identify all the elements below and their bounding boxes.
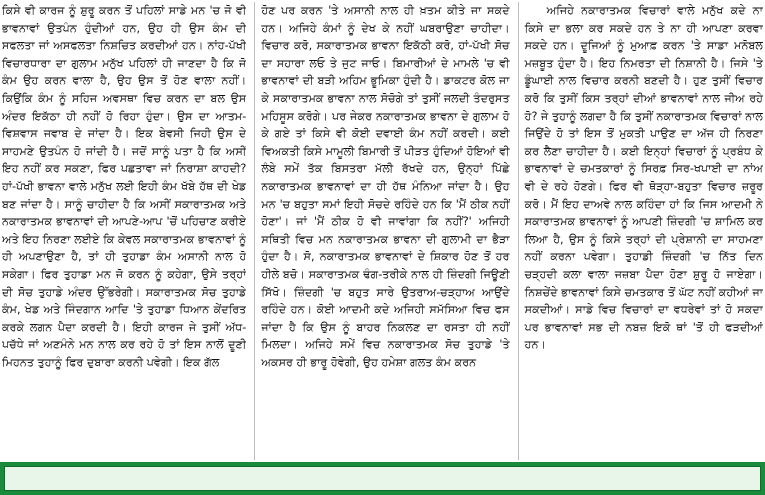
article-column-1: ਕਿਸੇ ਵੀ ਕਾਰਜ ਨੂੰ ਸ਼ੁਰੂ ਕਰਨ ਤੋਂ ਪਹਿਲਾਂ ਸਾਡੇ ਮਨ 'ਚ ਜੋ ਵੀ ਭਾਵਨਾਵਾਂ ਉਤਪੰਨ ਹੁੰਦੀਆਂ ਹਨ, ਉਹ ਹੀ ਉਸ ਕੰਮ ਦੀ ਸਫਲਤਾ ਜਾਂ ਅਸਫਲਤਾ ਨਿਸ਼ਚਿਤ ਕਰਦੀਆਂ ਹਨ। ਨਾਂਹ-ਪੱਖੀ ਵਿਚਾਰਧਾਰਾ ਦਾ ਗੁਲਾਮ ਮਨੁੱਖ ਪਹਿਲਾਂ ਹੀ ਜਾਣਦਾ ਹੈ ਕਿ ਜੋ ਕੰਮ ਉਹ ਕਰਨ ਵਾਲਾ ਹੈ, ਉਹ ਉਸ ਤੋਂ ਹੋਣ ਵਾਲਾ ਨਹੀਂ। ਕਿਉਂਕਿ ਕੰਮ ਨੂੰ ਸਹਿਜ ਅਵਸਥਾ ਵਿਚ ਕਰਨ ਦਾ ਬਲ ਉਸ ਅੰਦਰ ਇਕੱਠਾ ਹੀ ਨਹੀਂ ਹੋ ਰਿਹਾ ਹੁੰਦਾ। ਉਸ ਦਾ ਆਤਮ-ਵਿਸ਼ਵਾਸ ਜਵਾਬ ਦੇ ਜਾਂਦਾ ਹੈ। ਇਕ ਬੇਵਸੀ ਜਿਹੀ ਉਸ ਦੇ ਸਾਹਮਣੇ ਉਤਪੰਨ ਹੋ ਜਾਂਦੀ ਹੈ। ਜਦੋਂ ਸਾਨੂੰ ਪਤਾ ਹੈ ਕਿ ਅਸੀਂ ਇਹ ਨਹੀਂ ਕਰ ਸਕਣਾ, ਫਿਰ ਪਛਤਾਵਾ ਜਾਂ ਨਿਰਾਸ਼ਾ ਕਾਹਦੀ? ਹਾਂ-ਪੱਖੀ ਭਾਵਨਾ ਵਾਲੇ ਮਨੁੱਖ ਲਈ ਇਹੀ ਕੰਮ ਖੱਬੇ ਹੱਥ ਦੀ ਖੇਡ ਬਣ ਜਾਂਦਾ ਹੈ। ਸਾਨੂੰ ਚਾਹੀਦਾ ਹੈ ਕਿ ਅਸੀਂ ਸਕਾਰਾਤਮਕ ਅਤੇ ਨਕਾਰਾਤਮਕ ਭਾਵਨਾਵਾਂ ਦੀ ਆਪਣੇ-ਆਪ 'ਚੋਂ ਪਹਿਚਾਣ ਕਰੀਏ ਅਤੇ ਇਹ ਨਿਰਣਾ ਲਈਏ ਕਿ ਕੇਵਲ ਸਕਾਰਾਤਮਕ ਭਾਵਨਾਵਾਂ ਨੂੰ ਹੀ ਅਪਣਾਉਣਾ ਹੈ, ਤਾਂ ਹੀ ਤੁਹਾਡਾ ਕੰਮ ਅਸਾਨੀ ਨਾਲ ਹੋ ਸਕੇਗਾ। ਫਿਰ ਤੁਹਾਡਾ ਮਨ ਜੋ ਕਰਨ ਨੂੰ ਕਹੇਗਾ, ਉਸੇ ਤਰ੍ਹਾਂ ਦੀ ਸੋਚ ਤੁਹਾਡੇ ਅੰਦਰ ਉੱਭਰੇਗੀ। ਸਕਾਰਾਤਮਕ ਸੋਚ ਤੁਹਾਡੇ ਕੰਮ, ਖੇਡ ਅਤੇ ਜਿੰਦਗਾਨ ਆਦਿ 'ਤੇ ਤੁਹਾਡਾ ਧਿਆਨ ਕੇਂਦਰਿਤ ਕਰਕੇ ਲਗਨ ਪੈਦਾ ਕਰਦੀ ਹੈ। ਇਹੀ ਕਾਰਜ ਜੇ ਤੁਸੀਂ ਅੱਧ-ਪਚੱਧੇ ਜਾਂ ਅਣਮੰਨੇ ਮਨ ਨਾਲ ਕਰ ਰਹੇ ਹੋ ਤਾਂ ਇਸ ਨਾਲੋਂ ਦੂਣੀ ਮਿਹਨਤ ਤੁਹਾਨੂੰ ਫਿਰ ਦੁਬਾਰਾ ਕਰਨੀ ਪਵੇਗੀ। ਇਕ ਗੱਲ bbox=[2, 4, 247, 369]
article-column-3 bbox=[518, 2, 763, 460]
article-column-3-text: ਅਜਿਹੇ ਨਕਾਰਾਤਮਕ ਵਿਚਾਰਾਂ ਵਾਲੇ ਮਨੁੱਖ ਕਦੇ ਨਾ ਕਿਸੇ ਦਾ ਭਲਾ ਕਰ ਸਕਦੇ ਹਨ ਤੇ ਨਾ ਹੀ ਆਪਣਾ ਕਰਵਾ ਸਕਦੇ ਹਨ। ਦੂਜਿਆਂ ਨੂੰ ਮੁਆਫ਼ ਕਰਨ 'ਤੇ ਸਾਡਾ ਮਨੋਬਲ ਮਜ਼ਬੂਤ ਹੁੰਦਾ ਹੈ। ਇਹ ਨਿਮਰਤਾ ਦੀ ਨਿਸ਼ਾਨੀ ਹੈ। ਜਿਸੇ 'ਤੇ ਡੂੰਘਾਈ ਨਾਲ ਵਿਚਾਰ ਕਰਨੀ ਬਣਦੀ ਹੈ। ਹੁਣ ਤੁਸੀਂ ਵਿਚਾਰ ਕਰੋ ਕਿ ਤੁਸੀਂ ਕਿਸ ਤਰ੍ਹਾਂ ਦੀਆਂ ਭਾਵਨਾਵਾਂ ਨਾਲ ਜੀਅ ਰਹੇ ਹੋ? ਜੇ ਤੁਹਾਨੂੰ ਲਗਦਾ ਹੈ ਕਿ ਤੁਸੀਂ ਨਕਾਰਾਤਮਕ ਵਿਚਾਰਾਂ ਨਾਲ ਜਿਉਂਦੇ ਹੋ ਤਾਂ ਇਸ ਤੋਂ ਮੁਕਤੀ ਪਾਉਣ ਦਾ ਅੱਜ ਹੀ ਨਿਰਣਾ ਕਰ ਲੈਣਾ ਚਾਹੀਦਾ ਹੈ। ਕਈ ਇਨ੍ਹਾਂ ਵਿਚਾਰਾਂ ਨੂੰ ਪ੍ਰਬੰਧ ਕੇ ਭਾਵਨਾਵਾਂ ਦੇ ਚਮਤਕਾਰਾਂ ਨੂੰ ਸਿਰਫ਼ ਸਿਰ-ਖਪਾਈ ਦਾ ਨਾਂਅ ਵੀ ਦੇ ਰਹੇ ਹੋਣਗੇ। ਫਿਰ ਵੀ ਥੋੜ੍ਹਾ-ਬਹੁਤਾ ਵਿਚਾਰ ਜ਼ਰੂਰ ਕਰੋ। ਮੈਂ ਇਹ ਦਾਅਵੇ ਨਾਲ ਕਹਿੰਦਾ ਹਾਂ ਕਿ ਜਿਸ ਆਦਮੀ ਨੇ ਸਕਾਰਾਤਮਕ ਭਾਵਨਾਵਾਂ ਨੂੰ ਆਪਣੀ ਜ਼ਿੰਦਗੀ 'ਚ ਸ਼ਾਮਿਲ ਕਰ ਲਿਆ ਹੈ, ਉਸ ਨੂੰ ਕਿਸੇ ਤਰ੍ਹਾਂ ਦੀ ਪ੍ਰੇਸ਼ਾਨੀ ਦਾ ਸਾਹਮਣਾ ਨਹੀਂ ਕਰਨਾ ਪਵੇਗਾ। ਤੁਹਾਡੀ ਜ਼ਿੰਦਗੀ 'ਚ ਨਿੱਤ ਦਿਨ ਚੜ੍ਹਦੀ ਕਲਾ ਵਾਲਾ ਜਜ਼ਬਾ ਪੈਦਾ ਹੋਣਾ ਸ਼ੁਰੂ ਹੋ ਜਾਏਗਾ। ਨਿਸ਼ਚੇਂਦੇ ਭਾਵਨਾਵਾਂ ਕਿਸੇ ਚਮਤਕਾਰ ਤੋਂ ਘੱਟ ਨਹੀਂ ਕਹੀਆਂ ਜਾ ਸਕਦੀਆਂ। ਸਾਡੇ ਵਿਚ ਵਿਚਾਰਾਂ ਦਾ ਵਧਰੇਵਾਂ ਤਾਂ ਹੋ ਸਕਦਾ ਪਰ ਭਾਵਨਾਵਾਂ ਸਭ ਦੀ ਨਬਜ਼ ਇਕੋ ਥਾਂ 'ਤੋਂ ਹੀ ਫੜਦੀਆਂ ਹਨ। bbox=[524, 4, 763, 352]
article-columns bbox=[2, 2, 763, 460]
footer-inner-box bbox=[4, 466, 761, 491]
footer-green-band bbox=[0, 462, 765, 495]
article-column-2: ਹੋਣ ਪਰ ਕਰਨ 'ਤੇ ਅਸਾਨੀ ਨਾਲ ਹੀ ਖ਼ਤਮ ਕੀਤੇ ਜਾ ਸਕਦੇ ਹਨ। ਅਜਿਹੇ ਕੰਮਾਂ ਨੂੰ ਦੇਖ ਕੇ ਨਹੀਂ ਘਬਰਾਉਣਾ ਚਾਹੀਦਾ। ਵਿਚਾਰ ਕਰੋ, ਸਕਾਰਾਤਮਕ ਭਾਵਨਾ ਇਕੱਠੀ ਕਰੋ, ਹਾਂ-ਪੱਖੀ ਸੋਚ ਦਾ ਸਹਾਰਾ ਲਓ ਤੇ ਜੁਟ ਜਾਓ। ਬਿਮਾਰੀਆਂ ਦੇ ਮਾਮਲੇ 'ਚ ਵੀ ਭਾਵਨਾਵਾਂ ਦੀ ਬੜੀ ਅਹਿਮ ਭੂਮਿਕਾ ਹੁੰਦੀ ਹੈ। ਡਾਕਟਰ ਕੋਲ ਜਾ ਕੇ ਸਕਾਰਾਤਮਕ ਭਾਵਨਾ ਨਾਲ ਸੋਚੋਗੇ ਤਾਂ ਤੁਸੀਂ ਜਲਦੀ ਤੰਦਰੁਸਤ ਮਹਿਸੂਸ ਕਰੋਗੇ। ਪਰ ਜੇਕਰ ਨਕਾਰਾਤਮਕ ਭਾਵਨਾ ਦੇ ਗੁਲਾਮ ਹੋ ਕੇ ਗਏ ਤਾਂ ਕਿਸੇ ਵੀ ਕੋਈ ਦਵਾਈ ਕੰਮ ਨਹੀਂ ਕਰਦੀ। ਕਈ ਵਿਅਕਤੀ ਕਿਸੇ ਮਾਮੂਲੀ ਬਿਮਾਰੀ ਤੋਂ ਪੀੜਤ ਹੁੰਦਿਆਂ ਹੋਇਆਂ ਵੀ ਲੰਬੇ ਸਮੇਂ ਤੱਕ ਬਿਸਤਰਾ ਮੱਲੀ ਰੱਖਦੇ ਹਨ, ਉਨ੍ਹਾਂ ਪਿੱਛੇ ਨਕਾਰਾਤਮਕ ਭਾਵਨਾਵਾਂ ਦਾ ਹੀ ਹੱਥ ਮੰਨਿਆ ਜਾਂਦਾ ਹੈ। ਉਹ ਮਨ 'ਚ ਬਹੁਤਾ ਸਮਾਂ ਇਹੀ ਸੋਚਦੇ ਰਹਿੰਦੇ ਹਨ ਕਿ 'ਮੈਂ ਠੀਕ ਨਹੀਂ ਹੋਣਾ'। ਜਾਂ 'ਮੈਂ ਠੀਕ ਹੋ ਵੀ ਜਾਵਾਂਗਾ ਕਿ ਨਹੀਂ?' ਅਜਿਹੀ ਸਥਿਤੀ ਵਿਚ ਮਨ ਨਕਾਰਾਤਮਕ ਭਾਵਨਾ ਦੀ ਗੁਲਾਮੀ ਦਾ ਭੈੜਾ ਹੁੰਦਾ ਹੈ। ਸੋ, ਨਕਾਰਾਤਮਕ ਭਾਵਨਾਵਾਂ ਦੇ ਸ਼ਿਕਾਰ ਹੋਣ ਤੋਂ ਹਰ ਹੀਲੇ ਬਚੋ। ਸਕਾਰਾਤਮਕ ਢੰਗ-ਤਰੀਕੇ ਨਾਲ ਹੀ ਜ਼ਿੰਦਗੀ ਜਿਊਣੀ ਸਿੱਖੋ। ਜ਼ਿੰਦਗੀ 'ਚ ਬਹੁਤ ਸਾਰੇ ਉਤਰਾਅ-ਚੜ੍ਹਾਅ ਆਉਂਦੇ ਰਹਿੰਦੇ ਹਨ। ਕੋਈ ਆਦਮੀ ਕਦੇ ਅਜਿਹੀ ਸਮੱਸਿਆ ਵਿਚ ਫਸ ਜਾਂਦਾ ਹੈ ਕਿ ਉਸ ਨੂੰ ਬਾਹਰ ਨਿਕਲਣ ਦਾ ਰਸਤਾ ਹੀ ਨਹੀਂ ਮਿਲਦਾ। ਅਜਿਹੇ ਸਮੇਂ ਵਿਚ ਨਕਾਰਾਤਮਕ ਸੋਚ ਤੁਹਾਡੇ 'ਤੇ ਅਕਸਰ ਹੀ ਭਾਰੂ ਹੋਵੇਗੀ, ਉਹ ਹਮੇਸ਼ਾ ਗਲਤ ਕੰਮ ਕਰਨ bbox=[254, 2, 509, 460]
